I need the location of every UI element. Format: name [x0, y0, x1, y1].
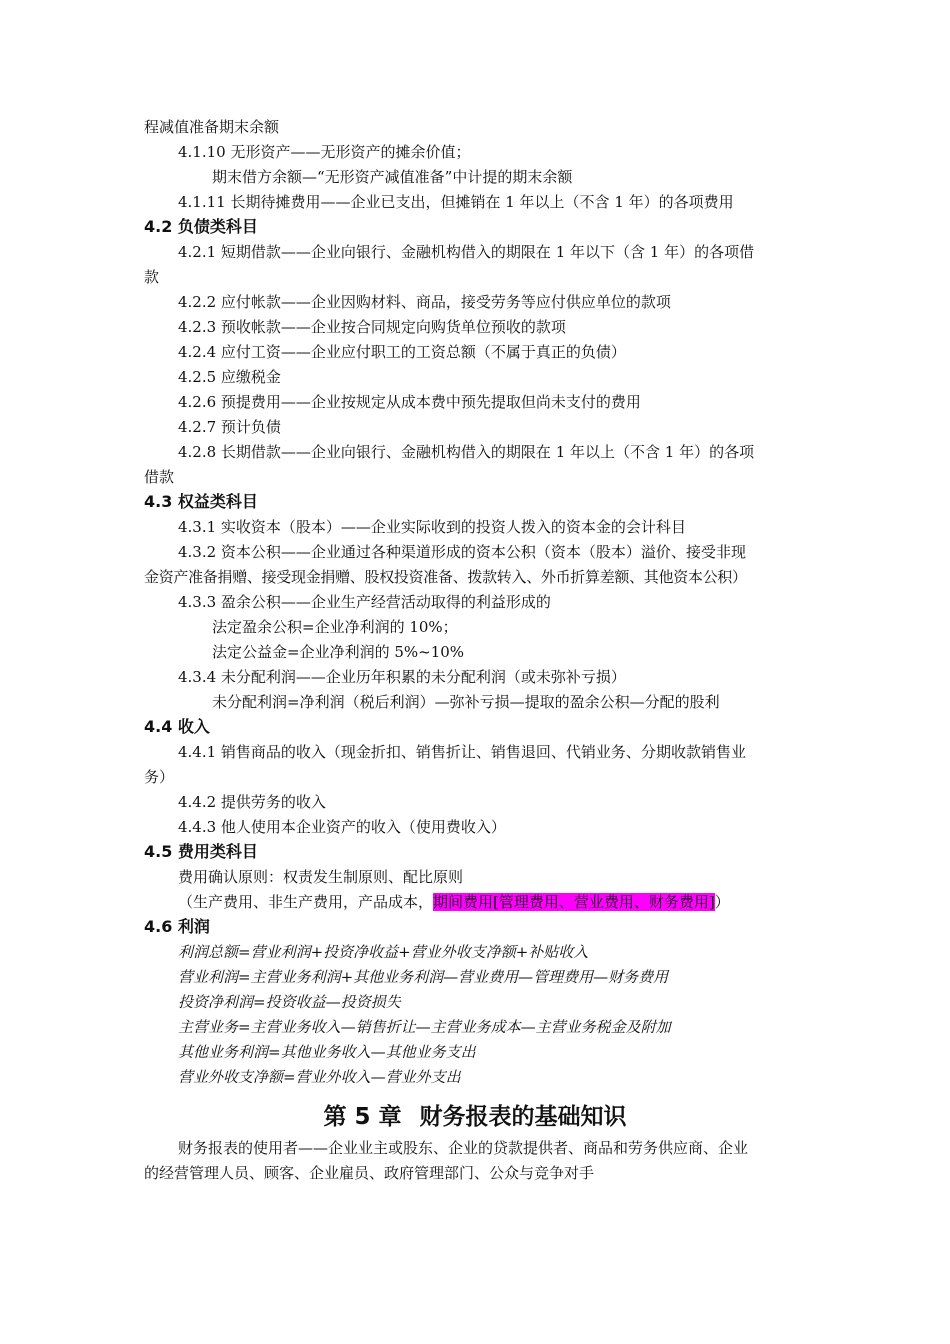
text-line: 4.2.3 预收帐款——企业按合同规定向购货单位预收的款项 [178, 318, 566, 336]
text-line: 程减值准备期末余额 [144, 118, 280, 136]
text-line: 4.1.10 无形资产——无形资产的摊余价值； [178, 143, 471, 161]
text-line: 4.2.2 应付帐款——企业因购材料、商品，接受劳务等应付供应单位的款项 [178, 293, 671, 311]
formula-line: 其他业务利润=其他业务收入—其他业务支出 [178, 1043, 476, 1061]
text-line: 借款 [144, 468, 175, 486]
text-line: 4.3.2 资本公积——企业通过各种渠道形成的资本公积（资本（股本）溢价、接受非现 [178, 543, 746, 561]
chapter-title: 财务报表的基础知识 [419, 1104, 627, 1130]
section-heading: 4.6 利润 [144, 917, 210, 936]
paragraph-line: 的经营管理人员、顾客、企业雇员、政府管理部门、公众与竞争对手 [144, 1164, 595, 1182]
text-segment: ） [714, 893, 730, 911]
section-heading: 4.2 负债类科目 [144, 217, 258, 236]
text-line: 4.2.4 应付工资——企业应付职工的工资总额（不属于真正的负债） [178, 343, 626, 361]
text-segment: （生产费用、非生产费用，产品成本， [178, 893, 434, 911]
chapter-number: 第 5 章 [323, 1104, 402, 1130]
text-line: 务） [144, 768, 175, 786]
text-line: 4.2.1 短期借款——企业向银行、金融机构借入的期限在 1 年以下（含 1 年）的各项借 [178, 243, 755, 261]
text-line: 4.2.7 预计负债 [178, 418, 281, 436]
text-line: 4.3.3 盈余公积——企业生产经营活动取得的利益形成的 [178, 593, 551, 611]
text-line: 4.2.5 应缴税金 [178, 368, 281, 386]
text-line: 期末借方余额—“无形资产减值准备”中计提的期末余额 [212, 168, 573, 186]
section-heading: 4.3 权益类科目 [144, 492, 258, 511]
formula-line: 利润总额=营业利润+投资净收益+营业外收支净额+补贴收入 [178, 943, 589, 961]
paragraph-line: 财务报表的使用者——企业业主或股东、企业的贷款提供者、商品和劳务供应商、企业 [178, 1139, 749, 1157]
formula-line: 营业外收支净额=营业外收入—营业外支出 [178, 1068, 461, 1086]
text-line: 4.4.1 销售商品的收入（现金折扣、销售折让、销售退回、代销业务、分期收款销售业 [178, 743, 746, 761]
text-line: 4.1.11 长期待摊费用——企业已支出，但摊销在 1 年以上（不含 1 年）的各项费用 [178, 193, 734, 211]
text-line: 4.3.1 实收资本（股本）——企业实际收到的投资人拨入的资本金的会计科目 [178, 518, 686, 536]
text-line: 未分配利润=净利润（税后利润）—弥补亏损—提取的盈余公积—分配的股利 [212, 693, 720, 711]
text-line: 款 [144, 268, 160, 286]
text-line: 费用确认原则：权责发生制原则、配比原则 [178, 868, 464, 886]
text-line: 金资产准备捐赠、接受现金捐赠、股权投资准备、拨款转入、外币折算差额、其他资本公积） [144, 568, 747, 586]
formula-line: 投资净利润=投资收益—投资损失 [178, 993, 401, 1011]
formula-line: 营业利润=主营业务利润+其他业务利润—营业费用—管理费用—财务费用 [178, 968, 669, 986]
text-line: 4.3.4 未分配利润——企业历年积累的未分配利润（或未弥补亏损） [178, 668, 626, 686]
section-heading: 4.4 收入 [144, 717, 210, 736]
highlighted-text: 期间费用[管理费用、营业费用、财务费用] [433, 893, 715, 911]
chapter-heading [0, 1098, 950, 1131]
text-line: 4.4.3 他人使用本企业资产的收入（使用费收入） [178, 818, 506, 836]
text-line: 法定盈余公积=企业净利润的 10%； [212, 618, 458, 636]
text-line: 法定公益金=企业净利润的 5%~10% [212, 643, 465, 661]
formula-line: 主营业务=主营业务收入—销售折让—主营业务成本—主营业务税金及附加 [178, 1018, 671, 1036]
text-line: 4.4.2 提供劳务的收入 [178, 793, 326, 811]
text-line [178, 892, 730, 912]
text-line: 4.2.6 预提费用——企业按规定从成本费中预先提取但尚未支付的费用 [178, 393, 641, 411]
section-heading: 4.5 费用类科目 [144, 842, 258, 861]
text-line: 4.2.8 长期借款——企业向银行、金融机构借入的期限在 1 年以上（不含 1 年）的各项 [178, 443, 755, 461]
